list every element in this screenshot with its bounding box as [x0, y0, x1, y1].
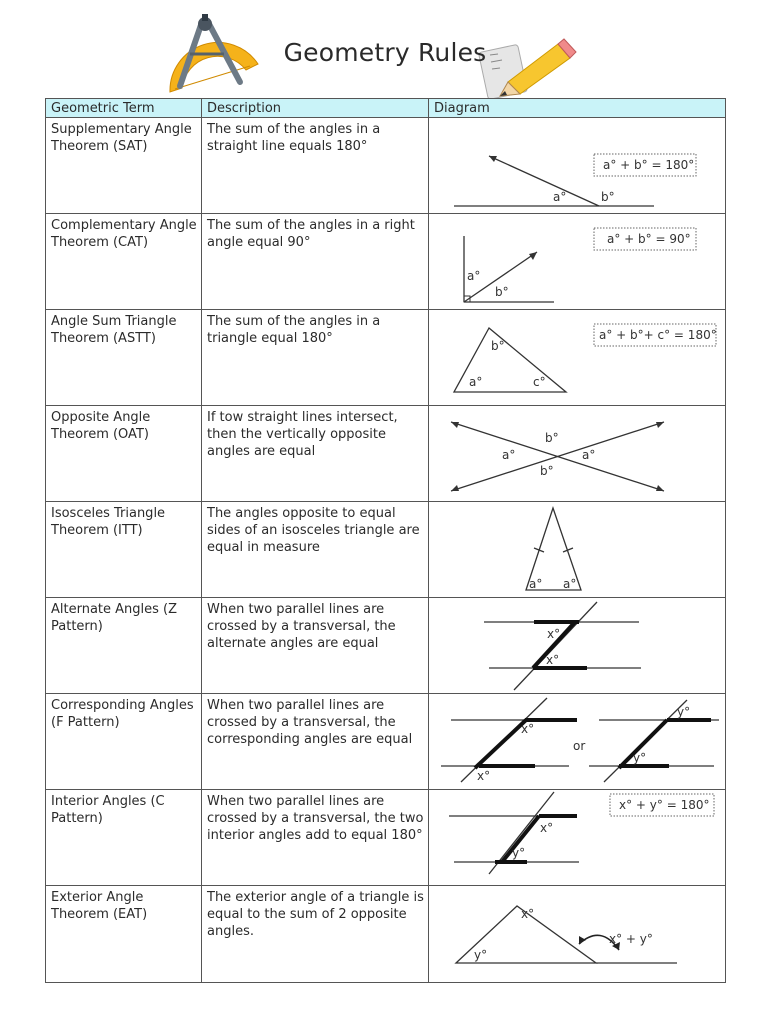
table-row	[46, 118, 726, 214]
term-cell: Interior Angles (C Pattern)	[46, 790, 202, 886]
diagram-cell	[429, 214, 726, 310]
triangle-sum-diagram	[429, 310, 726, 405]
term-cell: Complementary Angle Theorem (CAT)	[46, 214, 202, 310]
diagram-cell	[429, 502, 726, 598]
angle-x-top-label: x°	[521, 722, 535, 736]
table-row	[46, 886, 726, 983]
angle-x-label: x°	[540, 821, 554, 835]
term-cell: Opposite Angle Theorem (OAT)	[46, 406, 202, 502]
corresponding-angles-diagram	[429, 694, 726, 789]
angle-b-label: b°	[495, 285, 509, 299]
table-row	[46, 598, 726, 694]
angle-x-top-label: x°	[547, 627, 561, 641]
diagram-cell	[429, 118, 726, 214]
equation-label: a° + b° = 90°	[607, 232, 691, 246]
angle-a-left-label: a°	[529, 577, 543, 591]
equation-label: a° + b°+ c° = 180°	[599, 328, 717, 342]
angle-x-label: x°	[521, 907, 535, 921]
angle-a-right-label: a°	[563, 577, 577, 591]
page-title: Geometry Rules	[283, 38, 487, 67]
description-cell: If tow straight lines intersect, then the vertically opposite angles are equal	[202, 406, 429, 502]
term-cell: Exterior Angle Theorem (EAT)	[46, 886, 202, 983]
table-row	[46, 502, 726, 598]
isosceles-triangle-diagram	[429, 502, 726, 597]
term-cell: Alternate Angles (Z Pattern)	[46, 598, 202, 694]
angle-y-top-label: y°	[677, 705, 691, 719]
description-cell: The exterior angle of a triangle is equal to the sum of 2 opposite angles.	[202, 886, 429, 983]
description-cell: The sum of the angles in a triangle equal 180°	[202, 310, 429, 406]
angle-a-label: a°	[467, 269, 481, 283]
table-row	[46, 214, 726, 310]
header-description: Description	[202, 99, 429, 118]
table-row	[46, 694, 726, 790]
alternate-angles-diagram	[429, 598, 726, 693]
angle-c-label: c°	[533, 375, 546, 389]
complementary-angle-diagram	[429, 214, 726, 309]
angle-b-bottom-label: b°	[540, 464, 554, 478]
exterior-sum-label: x° + y°	[609, 932, 653, 946]
angle-x-bottom-label: x°	[477, 769, 491, 783]
description-cell: When two parallel lines are crossed by a transversal, the alternate angles are equal	[202, 598, 429, 694]
term-cell: Isosceles Triangle Theorem (ITT)	[46, 502, 202, 598]
diagram-cell	[429, 406, 726, 502]
equation-label: x° + y° = 180°	[619, 798, 710, 812]
exterior-angle-diagram	[429, 886, 726, 981]
supplementary-angle-diagram	[429, 118, 726, 213]
diagram-cell	[429, 790, 726, 886]
table-header-row	[46, 99, 726, 118]
opposite-angles-diagram	[429, 406, 726, 501]
angle-b-top-label: b°	[545, 431, 559, 445]
angle-b-label: b°	[601, 190, 615, 204]
diagram-cell	[429, 886, 726, 983]
term-cell: Angle Sum Triangle Theorem (ASTT)	[46, 310, 202, 406]
angle-a-label: a°	[469, 375, 483, 389]
description-cell: The sum of the angles in a right angle equal 90°	[202, 214, 429, 310]
angle-a-right-label: a°	[582, 448, 596, 462]
geometry-rules-table	[45, 98, 726, 983]
diagram-cell	[429, 310, 726, 406]
angle-y-bottom-label: y°	[633, 751, 647, 765]
description-cell: The angles opposite to equal sides of an isosceles triangle are equal in measure	[202, 502, 429, 598]
description-cell: When two parallel lines are crossed by a transversal, the corresponding angles are equal	[202, 694, 429, 790]
description-cell: The sum of the angles in a straight line equals 180°	[202, 118, 429, 214]
angle-x-bottom-label: x°	[546, 653, 560, 667]
table-row	[46, 790, 726, 886]
or-label: or	[573, 739, 586, 753]
header-term: Geometric Term	[46, 99, 202, 118]
term-cell: Supplementary Angle Theorem (SAT)	[46, 118, 202, 214]
table-row	[46, 310, 726, 406]
description-cell: When two parallel lines are crossed by a transversal, the two interior angles add to equal 180°	[202, 790, 429, 886]
angle-a-left-label: a°	[502, 448, 516, 462]
diagram-cell	[429, 694, 726, 790]
angle-a-label: a°	[553, 190, 567, 204]
angle-y-label: y°	[512, 846, 526, 860]
table-row	[46, 406, 726, 502]
angle-y-label: y°	[474, 948, 488, 962]
angle-b-label: b°	[491, 339, 505, 353]
interior-angles-diagram	[429, 790, 726, 885]
header-diagram: Diagram	[429, 99, 726, 118]
term-cell: Corresponding Angles (F Pattern)	[46, 694, 202, 790]
diagram-cell	[429, 598, 726, 694]
equation-label: a° + b° = 180°	[603, 158, 695, 172]
